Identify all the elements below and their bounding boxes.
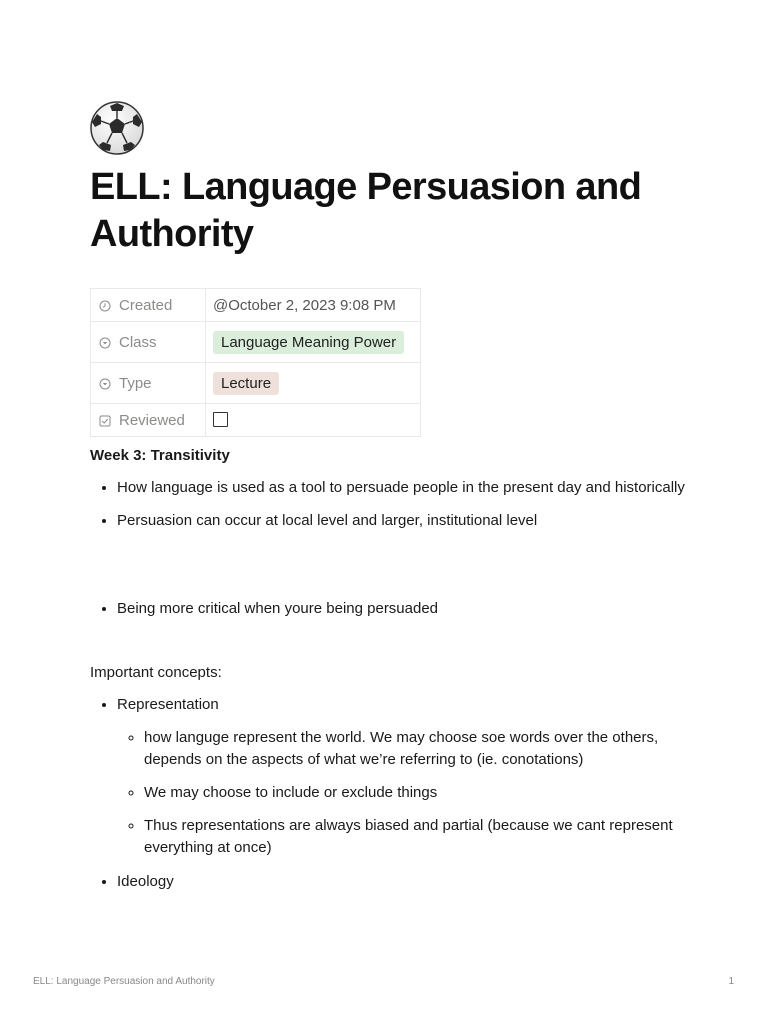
list-item: • Persuasion can occur at local level and larger, institutional level — [117, 510, 717, 532]
list-item: • How language is used as a tool to persuade people in the present day and historically — [117, 477, 717, 499]
list-item: ◦ We may choose to include or exclude things — [144, 782, 704, 804]
property-key — [91, 289, 206, 322]
list-item: • Being more critical when youre being persuaded — [117, 598, 717, 620]
footer-title: ELL: Language Persuasion and Authority — [33, 976, 215, 987]
section-heading: Week 3: Transitivity — [90, 447, 230, 464]
property-value-class[interactable] — [206, 322, 421, 363]
property-row-type — [91, 363, 421, 404]
properties-table — [90, 288, 421, 437]
reviewed-checkbox[interactable] — [213, 412, 228, 427]
list-item: ◦ Thus representations are always biased and partial (because we cant represent everything at once) — [144, 815, 704, 859]
property-key — [91, 404, 206, 437]
property-key-label: Created — [119, 296, 173, 314]
concept-list — [90, 694, 717, 716]
property-key — [91, 363, 206, 404]
bullet-list — [90, 598, 717, 620]
page-title: ELL: Language Persuasion and Authority — [90, 166, 642, 255]
soccer-ball-icon — [89, 100, 145, 156]
property-row-reviewed — [91, 404, 421, 437]
property-key-label: Reviewed — [119, 411, 185, 429]
clock-icon — [99, 300, 111, 312]
select-icon — [99, 378, 111, 390]
list-item: • Representation — [117, 694, 717, 716]
concept-list — [90, 871, 717, 893]
property-key-label: Type — [119, 374, 152, 392]
list-item: • Ideology — [117, 871, 717, 893]
sub-list — [117, 727, 704, 859]
list-item: ◦ how languge represent the world. We may choose soe words over the others, depends on the aspects of what we’re referring to (ie. conotations) — [144, 727, 704, 771]
checkbox-icon — [99, 415, 111, 427]
bullet-list — [90, 477, 717, 532]
type-tag[interactable]: Lecture — [213, 372, 279, 395]
property-value-reviewed — [206, 404, 421, 437]
property-value-type[interactable] — [206, 363, 421, 404]
property-row-class — [91, 322, 421, 363]
concepts-label: Important concepts: — [90, 664, 222, 681]
select-icon — [99, 337, 111, 349]
footer-page-number: 1 — [728, 976, 734, 987]
property-value-created[interactable]: @October 2, 2023 9:08 PM — [206, 289, 421, 322]
property-row-created — [91, 289, 421, 322]
property-key-label: Class — [119, 333, 157, 351]
property-key — [91, 322, 206, 363]
class-tag[interactable]: Language Meaning Power — [213, 331, 404, 354]
